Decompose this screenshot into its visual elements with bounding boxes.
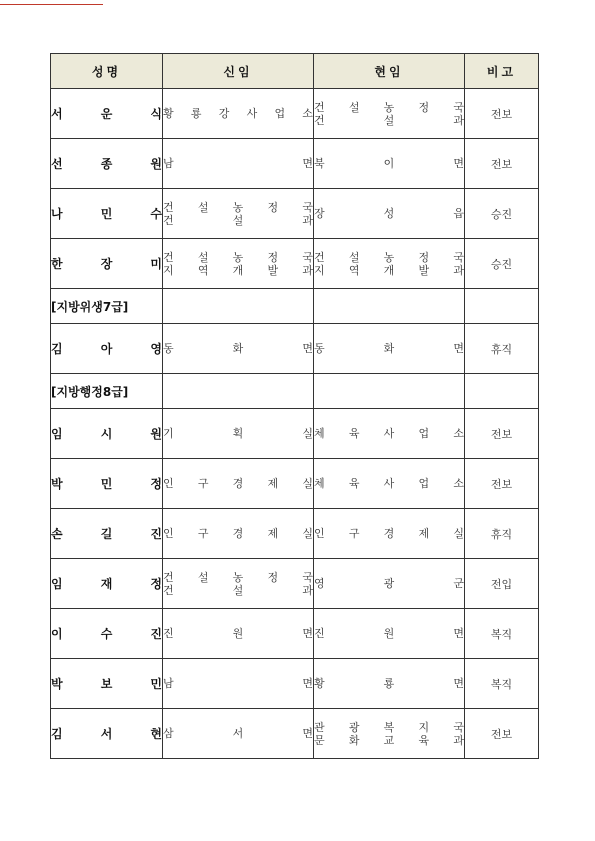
person-name: 김 서 현: [51, 709, 163, 759]
header-note: 비고: [465, 54, 539, 89]
empty-cell: [465, 374, 539, 409]
new-post-cell-line: 인 구 경 제 실: [163, 527, 313, 540]
current-post-cell-line: 지 역 개 발 과: [314, 263, 464, 277]
current-post-cell-line: 황 룡 면: [314, 677, 464, 690]
empty-cell: [163, 289, 314, 324]
new-post-cell: [163, 459, 314, 509]
note-cell: 승진: [465, 239, 539, 289]
new-post-cell-line: 건 설 과: [163, 213, 313, 227]
new-post-cell: [163, 89, 314, 139]
new-post-cell: [163, 409, 314, 459]
new-post-cell-line: 건 설 농 정 국: [163, 570, 313, 584]
current-post-cell: [314, 509, 465, 559]
table-row: [51, 189, 539, 239]
table-row: [51, 239, 539, 289]
new-post-cell-line: 기 획 실: [163, 427, 313, 440]
new-post-cell: [163, 509, 314, 559]
note-cell: 휴직: [465, 509, 539, 559]
new-post-cell-line: 지 역 개 발 과: [163, 263, 313, 277]
current-post-cell-line: 영 광 군: [314, 577, 464, 590]
new-post-cell-line: 남 면: [163, 677, 313, 690]
note-cell: 전보: [465, 409, 539, 459]
note-cell: 전보: [465, 459, 539, 509]
new-post-cell: [163, 324, 314, 374]
header-current-post: 현임: [314, 54, 465, 89]
header-new-post: 신임: [163, 54, 314, 89]
section-row: [51, 289, 539, 324]
person-name: 선 종 원: [51, 139, 163, 189]
current-post-cell: [314, 659, 465, 709]
current-post-cell-line: 관 광 복 지 국: [314, 720, 464, 734]
new-post-cell: [163, 559, 314, 609]
person-name: 서 운 식: [51, 89, 163, 139]
note-cell: 복직: [465, 659, 539, 709]
table-row: [51, 324, 539, 374]
table-row: [51, 559, 539, 609]
table-row: [51, 89, 539, 139]
empty-cell: [314, 289, 465, 324]
empty-cell: [163, 374, 314, 409]
person-name: 김 아 영: [51, 324, 163, 374]
person-name: 손 길 진: [51, 509, 163, 559]
new-post-cell-line: 건 설 농 정 국: [163, 250, 313, 264]
empty-cell: [465, 289, 539, 324]
current-post-cell: [314, 324, 465, 374]
current-post-cell: [314, 139, 465, 189]
new-post-cell-line: 건 설 농 정 국: [163, 200, 313, 214]
section-row: [51, 374, 539, 409]
note-cell: 전보: [465, 89, 539, 139]
section-title: [지방위생7급]: [51, 289, 163, 324]
note-cell: 복직: [465, 609, 539, 659]
table-row: [51, 659, 539, 709]
note-cell: 전보: [465, 139, 539, 189]
table-body: [51, 89, 539, 759]
note-cell: 전입: [465, 559, 539, 609]
person-name: 박 보 민: [51, 659, 163, 709]
person-name: 한 장 미: [51, 239, 163, 289]
current-post-cell-line: 동 화 면: [314, 342, 464, 355]
current-post-cell: [314, 89, 465, 139]
empty-cell: [314, 374, 465, 409]
current-post-cell: [314, 709, 465, 759]
current-post-cell: [314, 559, 465, 609]
new-post-cell-line: 건 설 과: [163, 583, 313, 597]
new-post-cell: [163, 139, 314, 189]
new-post-cell-line: 삼 서 면: [163, 727, 313, 740]
current-post-cell-line: 건 설 농 정 국: [314, 100, 464, 114]
header-name: 성명: [51, 54, 163, 89]
person-name: 임 시 원: [51, 409, 163, 459]
new-post-cell-line: 인 구 경 제 실: [163, 477, 313, 490]
current-post-cell-line: 체 육 사 업 소: [314, 477, 464, 490]
current-post-cell: [314, 459, 465, 509]
personnel-table: [50, 53, 539, 759]
new-post-cell-line: 동 화 면: [163, 342, 313, 355]
table-row: [51, 409, 539, 459]
note-cell: 휴직: [465, 324, 539, 374]
table-row: [51, 509, 539, 559]
table-row: [51, 139, 539, 189]
person-name: 임 재 정: [51, 559, 163, 609]
current-post-cell: [314, 609, 465, 659]
note-cell: 승진: [465, 189, 539, 239]
person-name: 박 민 정: [51, 459, 163, 509]
note-cell: 전보: [465, 709, 539, 759]
top-rule-line: [0, 4, 103, 5]
new-post-cell: [163, 239, 314, 289]
table-row: [51, 459, 539, 509]
current-post-cell-line: 장 성 읍: [314, 207, 464, 220]
new-post-cell: [163, 709, 314, 759]
new-post-cell: [163, 189, 314, 239]
new-post-cell: [163, 659, 314, 709]
new-post-cell-line: 진 원 면: [163, 627, 313, 640]
current-post-cell: [314, 239, 465, 289]
current-post-cell-line: 인 구 경 제 실: [314, 527, 464, 540]
new-post-cell-line: 남 면: [163, 157, 313, 170]
section-title: [지방행정8급]: [51, 374, 163, 409]
current-post-cell-line: 북 이 면: [314, 157, 464, 170]
current-post-cell: [314, 409, 465, 459]
table-row: [51, 609, 539, 659]
table-row: [51, 709, 539, 759]
current-post-cell: [314, 189, 465, 239]
current-post-cell-line: 건 설 과: [314, 113, 464, 127]
current-post-cell-line: 건 설 농 정 국: [314, 250, 464, 264]
current-post-cell-line: 진 원 면: [314, 627, 464, 640]
current-post-cell-line: 체 육 사 업 소: [314, 427, 464, 440]
current-post-cell-line: 문 화 교 육 과: [314, 733, 464, 747]
new-post-cell: [163, 609, 314, 659]
new-post-cell-line: 황 룡 강 사 업 소: [163, 107, 313, 120]
person-name: 이 수 진: [51, 609, 163, 659]
header-row: [51, 54, 539, 89]
person-name: 나 민 수: [51, 189, 163, 239]
